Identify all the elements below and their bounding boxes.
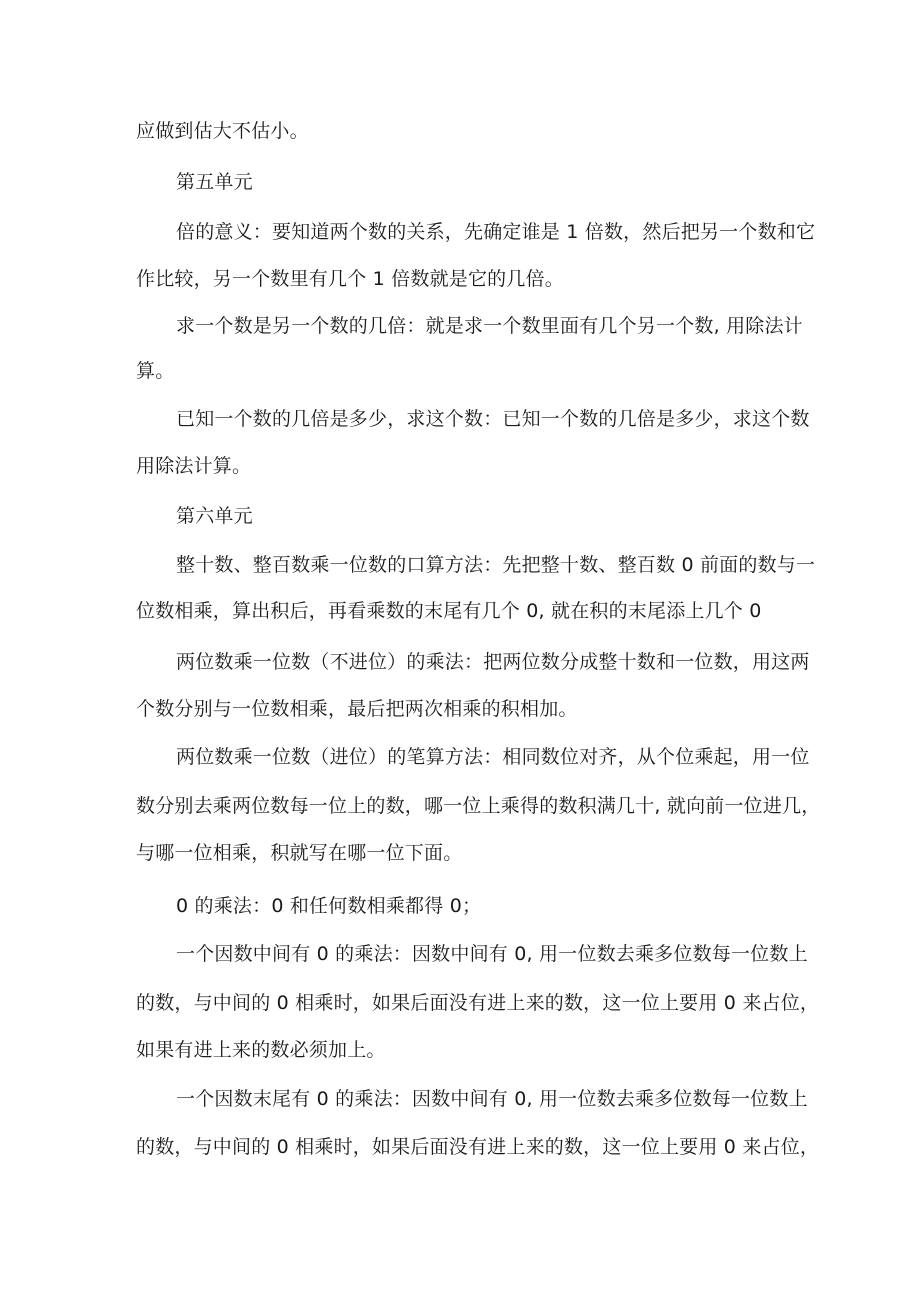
text-line-1: 应做到估大不估小。 xyxy=(136,120,309,142)
text-line-6: 算。 xyxy=(136,360,175,382)
text-line-12: 两位数乘一位数（不进位）的乘法：把两位数分成整十数和一位数，用这两 xyxy=(176,651,810,673)
text-line-13: 个数分别与一位数相乘，最后把两次相乘的积相加。 xyxy=(136,698,578,720)
text-line-15: 数分别去乘两位数每一位上的数，哪一位上乘得的数积满几十, 就向前一位进几， xyxy=(136,795,821,817)
text-line-14: 两位数乘一位数（进位）的笔算方法：相同数位对齐，从个位乘起，用一位 xyxy=(176,746,810,768)
text-line-18: 一个因数中间有 0 的乘法：因数中间有 0, 用一位数去乘多位数每一位数上 xyxy=(176,943,808,965)
text-line-20: 如果有进上来的数必须加上。 xyxy=(136,1039,386,1061)
section-heading-unit-5: 第五单元 xyxy=(176,171,253,193)
text-line-5: 求一个数是另一个数的几倍：就是求一个数里面有几个另一个数, 用除法计 xyxy=(176,315,803,337)
text-line-16: 与哪一位相乘，积就写在哪一位下面。 xyxy=(136,842,463,864)
text-line-11: 位数相乘，算出积后，再看乘数的末尾有几个 0, 就在积的末尾添上几个 0 xyxy=(136,600,762,622)
text-line-10: 整十数、整百数乘一位数的口算方法：先把整十数、整百数 0 前面的数与一 xyxy=(176,554,816,576)
text-line-22: 的数，与中间的 0 相乘时，如果后面没有进上来的数，这一位上要用 0 来占位， xyxy=(136,1136,820,1158)
text-line-17: 0 的乘法：0 和任何数相乘都得 0； xyxy=(176,895,482,917)
text-line-7: 已知一个数的几倍是多少，求这个数：已知一个数的几倍是多少，求这个数 xyxy=(176,408,810,430)
text-line-19: 的数，与中间的 0 相乘时，如果后面没有进上来的数，这一位上要用 0 来占位， xyxy=(136,992,820,1014)
text-line-3: 倍的意义：要知道两个数的关系，先确定谁是 1 倍数，然后把另一个数和它 xyxy=(176,221,816,243)
text-line-21: 一个因数末尾有 0 的乘法：因数中间有 0, 用一位数去乘多位数每一位数上 xyxy=(176,1088,808,1110)
text-line-8: 用除法计算。 xyxy=(136,455,252,477)
text-line-4: 作比较，另一个数里有几个 1 倍数就是它的几倍。 xyxy=(136,268,564,290)
section-heading-unit-6: 第六单元 xyxy=(176,505,253,527)
